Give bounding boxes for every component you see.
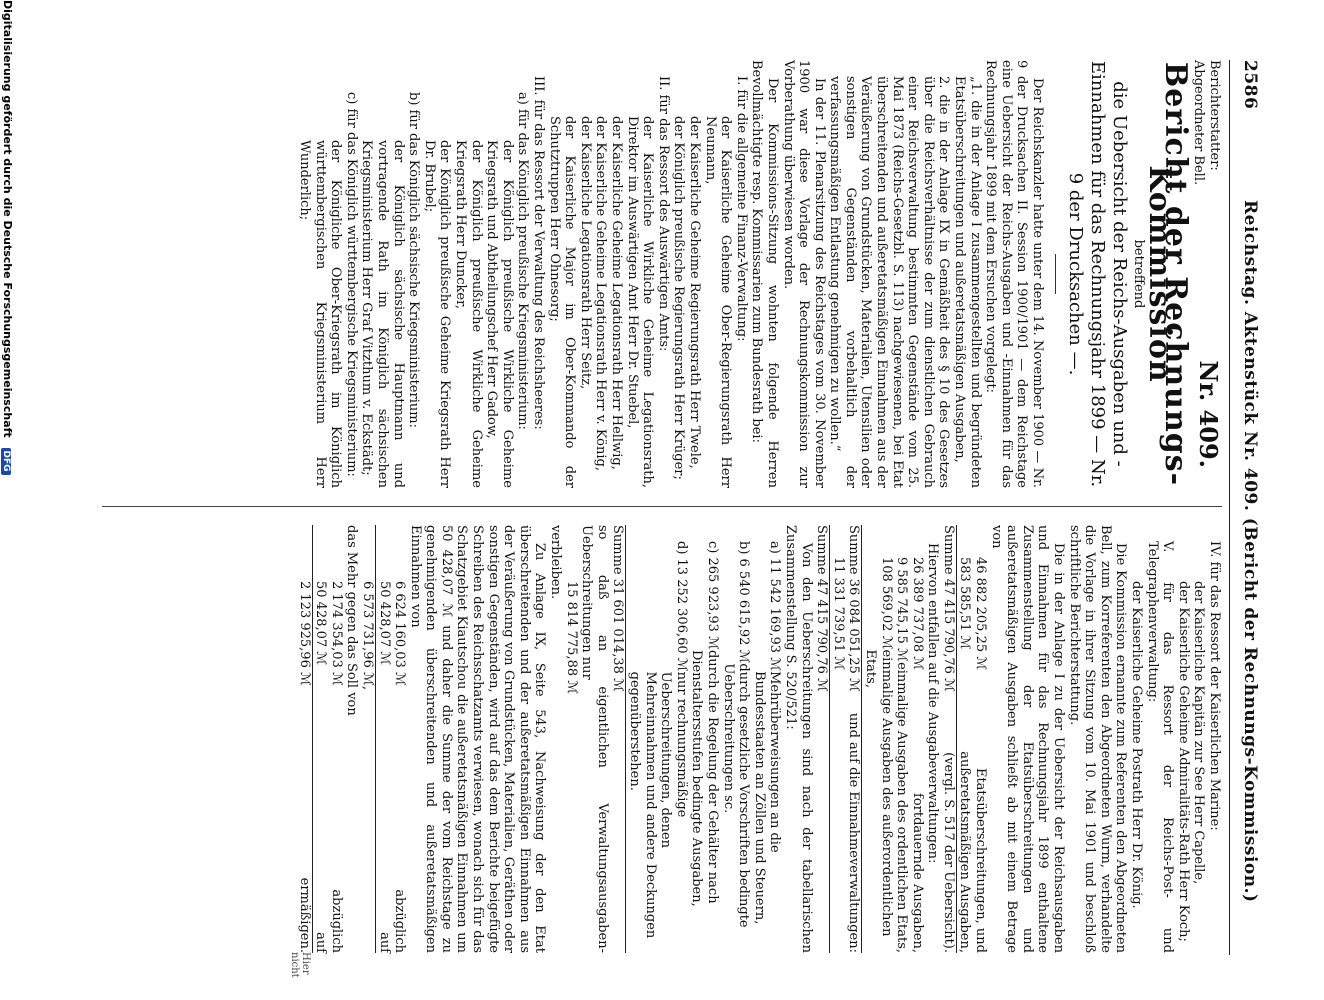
paragraph-breakdown: Hiervon entfallen auf die Ausgabeverwaltungen: [925, 543, 941, 864]
amount: b) 6 540 615,92 ℳ [736, 541, 752, 664]
amount-row [563, 525, 579, 953]
amount-label: abzüglich [392, 889, 408, 953]
amount: 50 428,07 ℳ [313, 581, 329, 666]
amount-row [830, 525, 846, 953]
quote-item-1: „1. die in der Anlage I zusammengestellten und begründeten Etatsüberschreitungen und außeretatsmäßigen Ausgaben, [952, 76, 983, 488]
digitization-credit [0, 0, 14, 1000]
amount-row [626, 525, 688, 953]
sum-row [940, 525, 957, 953]
section-2-person: der Kaiserliche Legationsrath Herr Seitz, [577, 116, 593, 390]
amount: c) 265 923,93 ℳ [705, 541, 720, 650]
section-4-heading: IV. für das Ressort der Kaiserlichen Marine: [1207, 541, 1222, 831]
page-number: 2586 [1240, 60, 1260, 110]
section-4-person: der Kaiserliche Geheime Admiralitäts-Rath Herr Koch; [1175, 581, 1191, 942]
title-rule [1055, 254, 1056, 294]
margin-annotation: Hier nicht [289, 952, 311, 978]
rapporteur-label: Berichterstatter: [1207, 60, 1222, 171]
section-2-person: der Kaiserliche Major im Ober-Kommando der Schutztruppen Herr Ohnesorg; [546, 116, 578, 488]
amount: 9 585 745,15 ℳ [894, 557, 910, 662]
section-2-heading: II. für das Ressort des Auswärtigen Amts: [655, 76, 671, 352]
amount: d) 13 252 306,60 ℳ [673, 541, 689, 672]
amount: 46 882 205,25 ℳ [973, 557, 989, 671]
amount: 583 585,51 ℳ [957, 557, 973, 650]
amount-label: einmalige Ausgaben des ordentlichen Etats, [894, 662, 910, 953]
section-1-person: der Königlich preußische Regierungsrath Herr Krüger; [671, 116, 687, 480]
amount-row [957, 525, 973, 953]
amount-row [689, 525, 720, 953]
amount-row [862, 525, 893, 953]
document-number: Nr. 409. [1194, 360, 1223, 468]
amount: 15 814 775,88 ℳ [563, 581, 579, 695]
section-2-person: der Kaiserliche Geheime Legationsrath Herr v. König, [593, 116, 609, 471]
running-title: Reichstag. Aktenstück Nr. 409. (Bericht der Rechnungs-Kommission.) [1240, 200, 1260, 903]
amount-row [720, 525, 751, 953]
section-5-heading: V. für das Ressort der Reichs-Post- und Telegraphenverwaltung: [1144, 541, 1176, 953]
amount: 11 331 739,51 ℳ [830, 557, 846, 671]
page-content [76, 60, 1266, 978]
section-4-person: der Kaiserliche Kapitän zur See Herr Capelle, [1191, 581, 1207, 885]
paragraph-attendance: Der Kommissions-Sitzung wohnten folgende Herren Bevollmächtigte resp. Kommissarien zum Bundesrath bei: [749, 60, 780, 488]
amount-label: auf [376, 932, 392, 953]
amount: 2 174 354,03 ℳ [328, 581, 344, 686]
amount-label: durch gesetzliche Vorschriften bedingte Ueberschreitungen sc. [720, 663, 752, 928]
amount: 6 624 160,03 ℳ [392, 581, 408, 686]
paragraph-intro: Der Reichskanzler hatte unter dem 14. November 1900 — Nr. 9 der Drucksachen II. Session 1900/1901 — dem Reichstage eine Uebersicht der Reichs-Ausgaben und -Einnahmen für das Rechnungsjahr 1899 mit dem Ersuchen vorgelegt: [983, 60, 1046, 488]
paragraph-referral: In der 11. Plenarsitzung des Reichstages vom 30. November 1900 war diese Vorlage der Rechnungskommission zur Vorberathung überwiesen worden. [780, 60, 827, 488]
sum-amount: Summe 47 415 790,76 ℳ [814, 525, 830, 692]
sum-row [814, 525, 831, 953]
running-head [1229, 60, 1266, 955]
section-3a-person: der Königlich preußische Wirkliche Geheime Kriegsrath Herr Duncker, [453, 140, 484, 488]
paragraph-tabular: Von den Ueberschreitungen sind nach der tabellarischen Zusammenstellung S. 520/521: [782, 525, 814, 953]
sum-row [846, 525, 863, 953]
section-3a-heading: a) für das Königlich preußische Kriegsministerium: [515, 92, 531, 430]
paragraph-remaining: so daß an eigentlichen Verwaltungsausgaben-Ueberschreitungen nur [579, 525, 610, 953]
section-1-heading: I. für die allgemeine Finanz-Verwaltung: [733, 76, 749, 342]
section-2-person: der Kaiserliche Geheime Legationsrath Herr Hellwig, [609, 116, 624, 470]
sum-label: (vergl. S. 517 der Uebersicht). [940, 752, 956, 953]
paragraph-annex-ix: Zu Anlage IX, Seite 543, Nachweisung der den Etat überschreitenden und der außeretatsmäßigen Einnahmen aus der Veräußerung von Grundstücken, Materialien, Geräthen oder sonstigen Gegenständen, wird auf das dem Berichte beigefügte Schreiben des Reichsschatzamts verwiesen, wonach sich für das Schatzgebiet Kiautschou die außeretatsmäßigen Einnahmen um 50 428,07 ℳ und daher die Summe der vom Reichstage zu genehmigenden überschreitenden und außeretatsmäßigen Einnahmen von [407, 525, 548, 953]
amount-label: Mehrüberweisungen an die Bundesstaaten an Zöllen und Steuern, [751, 671, 783, 925]
section-1-person: der Kaiserliche Geheime Regierungsrath Herr Twele, [686, 116, 702, 469]
amount-row [909, 525, 925, 953]
amount-row [894, 525, 910, 953]
amount: 50 428,07 ℳ [376, 581, 392, 666]
section-3c-person: der Königliche Ober-Kriegsrath im Königlich württembergischen Kriegsministerium Herr Wunderlich; [297, 140, 344, 488]
author-block [1191, 60, 1222, 488]
amount-row [296, 525, 313, 953]
section-3b-heading: b) für das Königlich sächsische Kriegsministerium: [406, 92, 422, 428]
amount-label: einmalige Ausgaben des außerordentlichen Etats, [862, 649, 894, 937]
amount-row [392, 525, 408, 953]
section-5-person: der Kaiserliche Geheime Postrath Herr Dr. König. [1129, 581, 1145, 909]
amount-row [359, 525, 376, 953]
amount-row [328, 525, 344, 953]
amount: 2 123 925,96 ℳ [296, 581, 312, 686]
amount-label: abzüglich [328, 889, 344, 953]
amount-row [973, 525, 989, 953]
paragraph-surplus: das Mehr gegen das Soll von [344, 525, 360, 716]
section-3-heading: III. für das Ressort der Verwaltung des Reichsheeres: [531, 76, 547, 430]
rapporteur-name: Abgeordneter Bell. [1191, 60, 1207, 186]
amount: 26 389 737,08 ℳ [909, 557, 925, 671]
concerning-label: betreffend [1130, 239, 1146, 309]
section-1-person: der Kaiserliche Geheime Ober-Regierungsrath Herr Neumann, [702, 116, 734, 488]
section-2-person: der Kaiserliche Wirkliche Geheime Legationsrath, Direktor im Auswärtigen Amt Herr Dr. Stuebel, [624, 116, 656, 488]
paragraph-commission: Die Kommission ernannte zum Referenten den Abgeordneten Bell, zum Korreferenten den Abgeordneten Wurm, verhandelte die Vorlage in ihrer Sitzung vom 10. Mai 1901 und beschloß schriftliche Berichterstattung. [1066, 525, 1129, 953]
sum-row [610, 525, 627, 953]
left-column [297, 60, 1222, 488]
sum-amount: Summe 47 415 790,76 ℳ [940, 525, 956, 692]
section-3c-heading: c) für das Königlich württembergische Kriegsministerium: [343, 92, 359, 477]
quote-item-2: 2. die in der Anlage IX in Gemäßheit des § 10 des Gesetzes über die Reichsverhältnisse der zum dienstlichen Gebrauch einer Reichsverwaltung bestimmten Gegenstände vom 25. Mai 1873 (Reichs-Gesetzbl. S. 113) nachgewiesenen, bei Etat überschreitenden und außeretatsmäßigen Einnahmen aus der Veräußerung von Grundstücken, Materialien, Utensilien oder sonstigen Gegenständen vorbehaltlich der verfassungsmäßigen Entlastung genehmigen zu wollen.“ [827, 76, 952, 488]
amount-row [313, 525, 329, 953]
section-3b-person: der Königlich sächsische Hauptmann und vortragende Rath im Königlich sächsischen Kriegsministerium Herr Graf Vitzthum v. Eckstädt; [359, 140, 406, 488]
amount-label: Etatsüberschreitungen, und [973, 767, 989, 953]
amount-label: durch die Regelung der Gehälter nach Dienstaltersstufen bedingte Ausgaben, [689, 649, 720, 907]
dfg-logo: DFG [1, 448, 11, 475]
amount: a) 11 542 169,93 ℳ [767, 541, 783, 672]
section-3a-person: der Königlich preußische Geheime Kriegsrath Herr Dr. Brubel; [421, 140, 453, 488]
sum-amount: Summe 31 601 014,38 ℳ [610, 525, 626, 692]
column-separator [102, 506, 1222, 507]
amount-label: auf [313, 932, 329, 953]
section-3a-person: der Königlich preußische Wirkliche Geheime Kriegsrath und Abtheilungschef Herr Gadow, [484, 140, 515, 488]
amount-row [376, 525, 392, 953]
right-column [296, 525, 1222, 953]
paragraph-annex-i: Die in der Anlage I zu der Uebersicht der Reichsausgaben und Einnahmen für das Rechnungsjahr 1899 enthaltene Zusammenstellung der Etatsüberschreitungen und außeretatsmäßigen Ausgaben schließt ab mit einem Betrage von [988, 525, 1067, 953]
sum-label: und auf die Einnahmeverwaltungen: [846, 712, 862, 953]
amount: 108 569,02 ℳ [878, 557, 894, 650]
sum-amount: Summe 36 084 051,25 ℳ [846, 525, 862, 692]
report-title: Bericht der Rechnungs-Kommission [1142, 61, 1193, 487]
credit-text: Digitalisierung gefördert durch die Deutsche Forschungsgemeinschaft [1, 0, 14, 438]
amount-label: ermäßigen. [296, 877, 312, 953]
amount-row [751, 525, 782, 953]
amount: 6 573 731,96 ℳ, [359, 581, 375, 691]
report-subject: die Uebersicht der Reichs-Ausgaben und -Einnahmen für das Rechnungsjahr 1899 — Nr. 9 der Drucksachen —. [1065, 60, 1131, 488]
paragraph-remain-end: verbleiben. [548, 525, 564, 600]
amount-label: fortdauernde Ausgaben, [909, 793, 925, 953]
amount-label: außeretatsmäßigen Ausgaben, [957, 751, 973, 953]
amount-label: nur rechnungsmäßige Ueberschreitungen, denen Mehreinnahmen und andere Deckungen gegenüberstehen. [627, 671, 689, 939]
